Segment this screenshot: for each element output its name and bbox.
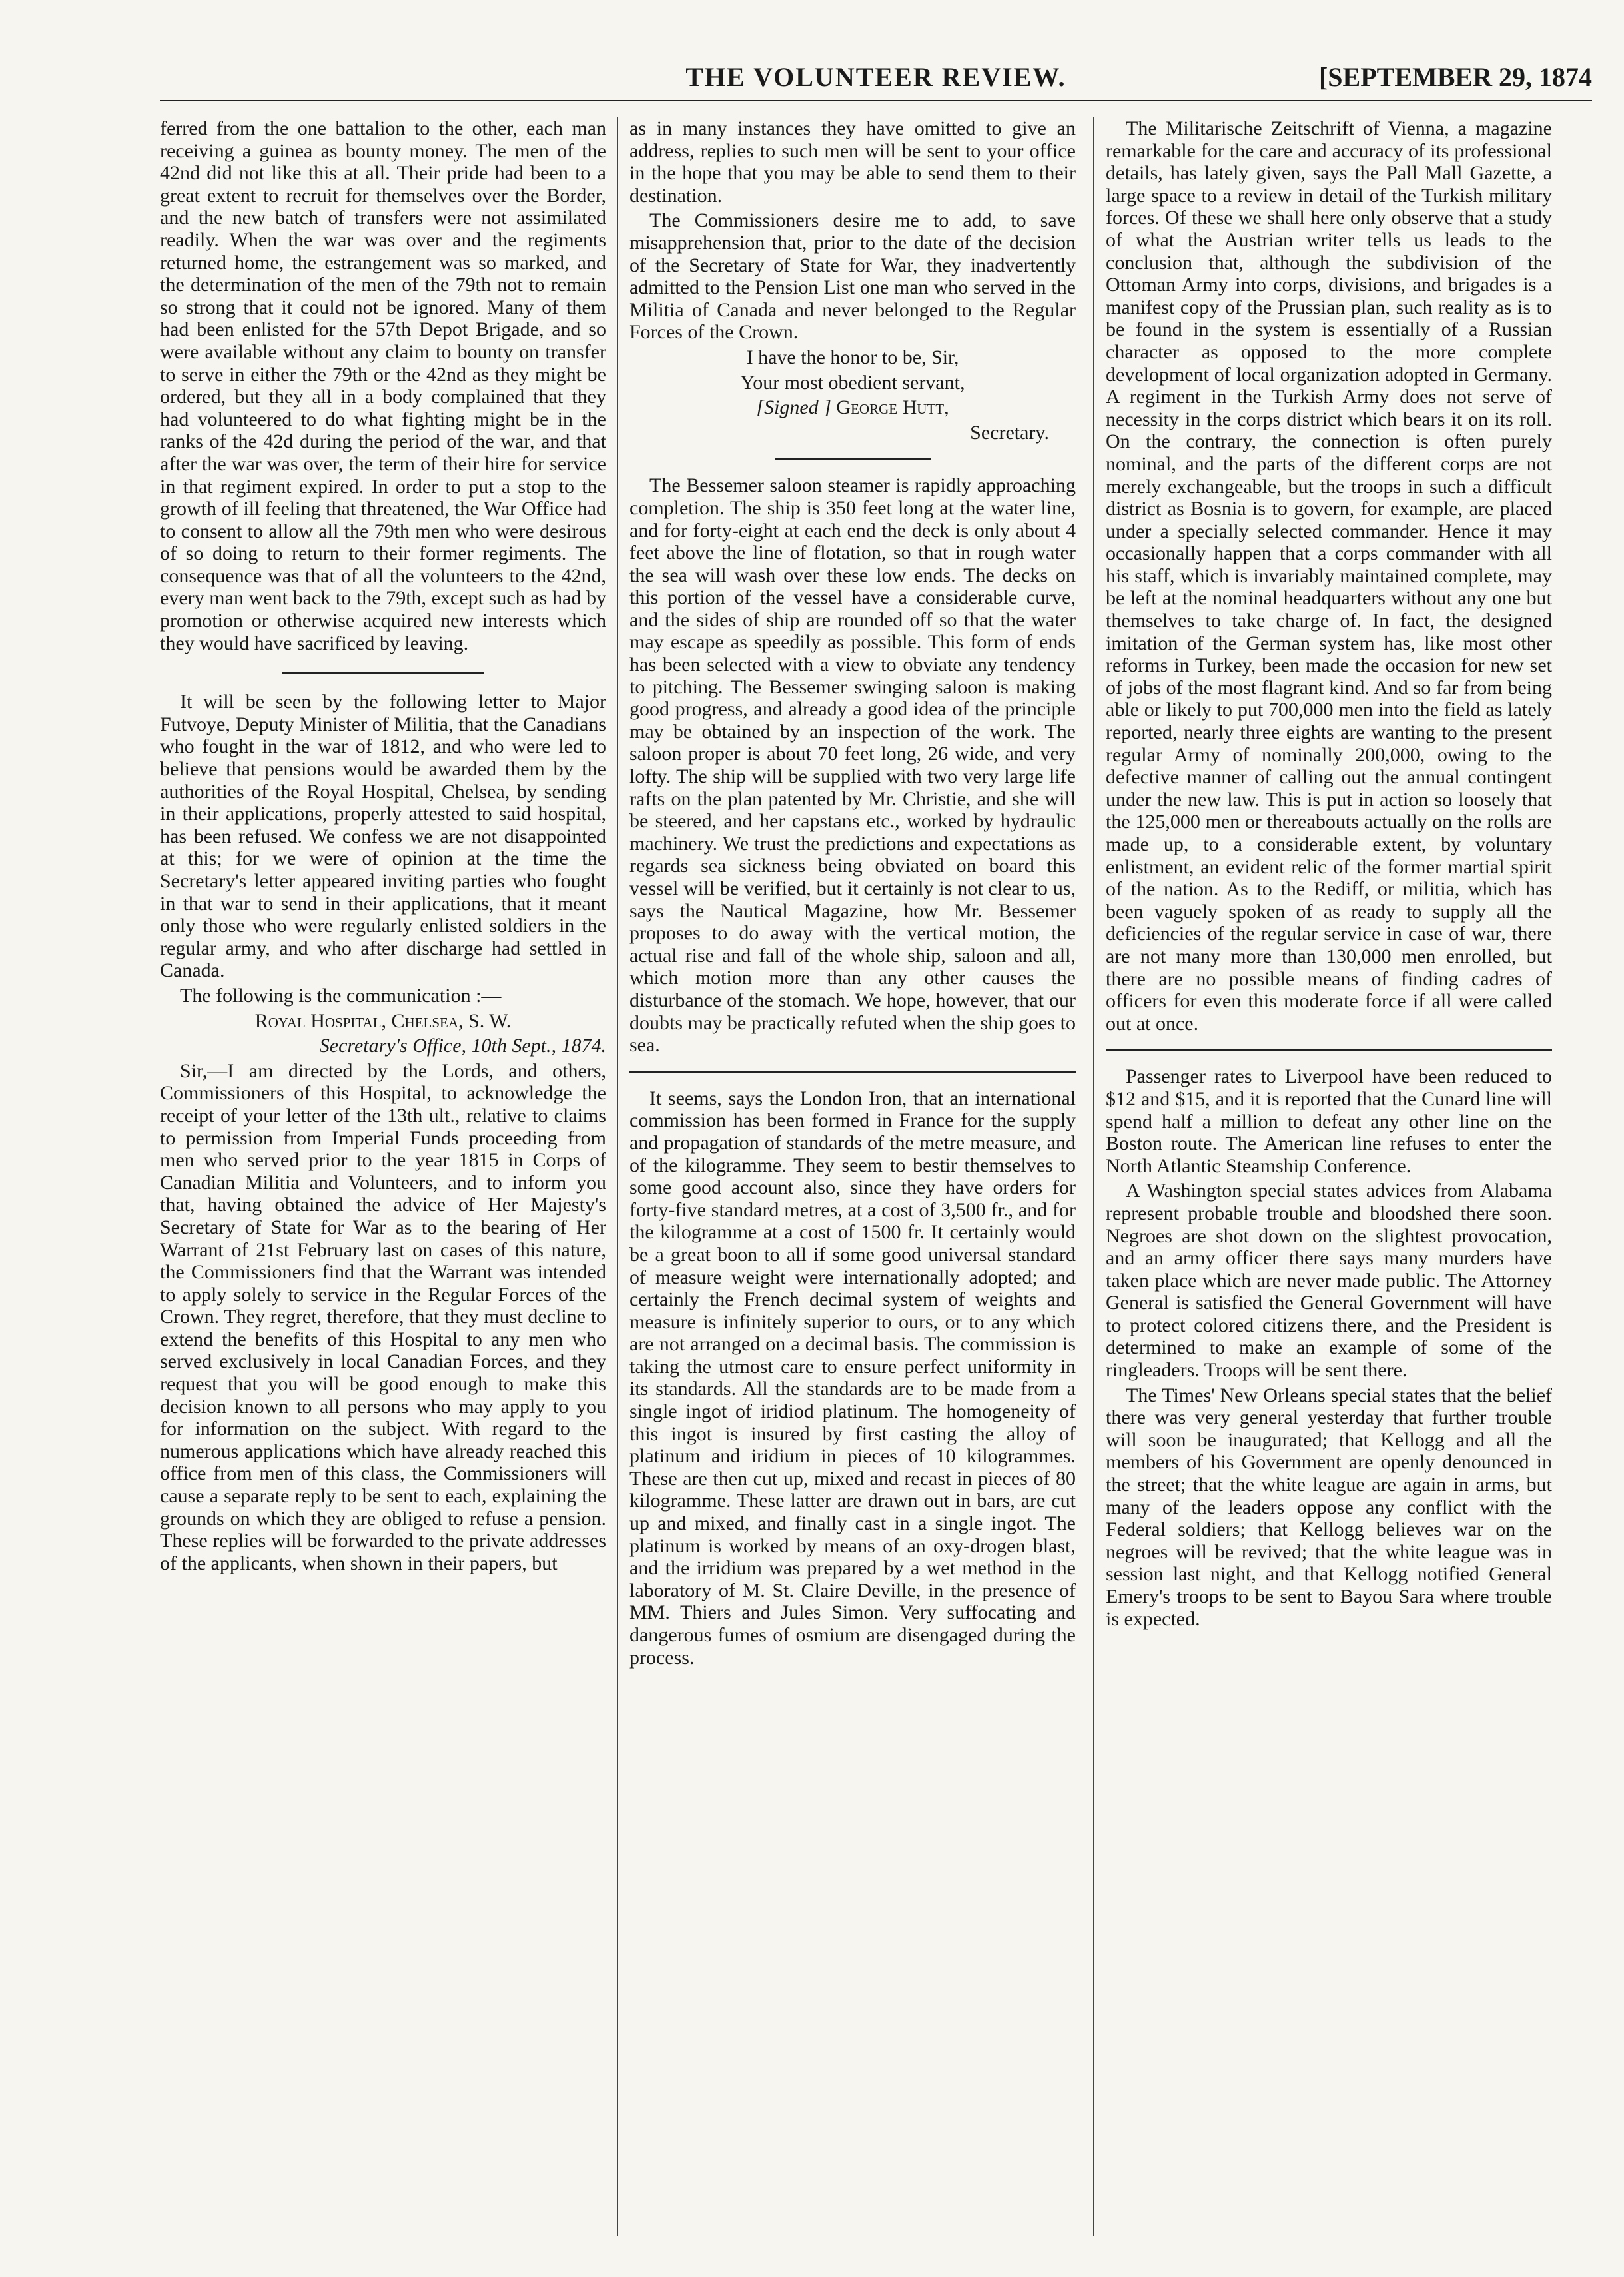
signatory-title: Secretary.: [970, 421, 1049, 444]
newspaper-title: THE VOLUNTEER REVIEW.: [685, 62, 1066, 92]
militia-pension-article: It will be seen by the following letter to Major Futvoye, Deputy Minister of Militia, that the Canadians who fought in the war of 1812, and who were led to believe that pensions would be awarded them by the authorities of the Royal Hospital, Chelsea, by sending in their applications, properly attested to said hospital, has been refused. We confess we are not disappointed at this; for we were of opinion at the time the Secretary's letter appeared inviting parties who fought in that war to send in their applications, that it meant only those who were regularly enlisted soldiers in the regular army, and who after discharge had settled in Canada.: [160, 691, 606, 982]
article-divider: [775, 458, 931, 460]
turkish-army-article: The Militarische Zeitschrift of Vienna, a magazine remarkable for the care and accuracy of its professional details, has lately given, says the Pall Mall Gazette, a large space to a review in detail of the Turkish military forces. Of these we shall here only observe that a study of what the Austrian writer tells us leads to the conclusion that, although the subdivision of the Ottoman Army into corps, divisions, and brigades is a manifest copy of the Prussian plan, such reality as is to be found in the system is essentially of a Russian character as opposed to the more complete development of local organization adopted in Germany. A regiment in the Turkish Army does not serve of necessity in the corps district which bears it on its roll. On the contrary, the connection is often purely nominal, and the parts of the different corps are not merely exchangeable, but the troops in such a difficult district as Bosnia is to govern, for example, are placed under a specially selected commander. Hence it may occasionally happen that a corps commander with all his staff, which is invariably maintained complete, may be left at the nominal headquarters without any one but themselves to take charge of. In fact, the designed imitation of the German system has, like most other reforms in Turkey, been made the occasion for new set of jobs of the most flagrant kind. And so far from being able or likely to put 700,000 men into the field as lately reported, nearly three eights are wanting to the present regular Army of nominally 200,000, owing to the defective manner of calling out the annual contingent under the new law. This is put in action so loosely that the 125,000 men or thereabouts actually on the rolls are made up, to a considerable extent, by voluntary enlistment, an evident relic of the former martial spirit of the nation. As to the Rediff, or militia, which has been vaguely spoken of as ready to supply all the deficiencies of the regular service in case of war, there are not many more than 130,000 men enrolled, but there are no possible means of finding cadres of officers for even this moderate force if all were called out at once.: [1106, 117, 1552, 1035]
letter-closing-1: I have the honor to be, Sir,: [746, 346, 959, 368]
passenger-rates-news: Passenger rates to Liverpool have been reduced to $12 and $15, and it is reported that the Cunard line will spend half a million to defeat any other line on the Boston route. The American line refuses to enter the North Atlantic Steamship Conference.: [1106, 1065, 1552, 1177]
letter-addendum: The Commissioners desire me to add, to save misapprehension that, prior to the date of the decision of the Secretary of State for War, they inadvertently admitted to the Pension List one man who served in the Militia of Canada and never belonged to the Regular Forces of the Crown.: [629, 209, 1076, 344]
communication-intro: The following is the communication :—: [180, 984, 502, 1007]
letter-closing-2: Your most obedient servant,: [740, 371, 965, 394]
alabama-news: A Washington special states advices from Alabama represent probable trouble and bloodshed there soon. Negroes are shot down on the slightest provocation, and an army officer there says many murders have taken place which are never made public. The Attorney General is satisfied the General Government will have to protect colored citizens there, and the President is determined to make an example of some of the ringleaders. Troops will be sent there.: [1106, 1180, 1552, 1382]
metre-standard-article: It seems, says the London Iron, that an international commission has been formed in France for the supply and propagation of standards of the metre measure, and of the kilogramme. They seem to bestir themselves to some good account also, since they have orders for forty-five standard metres, at a cost of 3,500 fr., and for the kilogramme at a cost of 1500 fr. It certainly would be a great boon to all if some good universal standard of measure weight were internationally adopted; and certainly the French decimal system of weights and measure is infinitely superior to ours, or to any which are not arranged on a decimal basis. The commission is taking the utmost care to ensure perfect uniformity in its standards. All the standards are to be made from a single ingot of iridiod platinum. The homogeneity of this ingot is insured by first casting the alloy of platinum and iridium in pieces of 10 kilogrammes. These are then cut up, mixed and recast in pieces of 80 kilogramme. These latter are drawn out in bars, are cut up and mixed, and finally cast in a single ingot. The platinum is worked by means of an oxy-drogen blast, and the irridium was prepared by a wet method in the laboratory of M. St. Claire Deville, in the presence of MM. Thiers and Jules Simon. Very suffocating and dangerous fumes of osmium are disengaged during the process.: [629, 1087, 1076, 1669]
letter-body: Sir,—I am directed by the Lords, and others, Commissioners of this Hospital, to acknowledge the receipt of your letter of the 13th ult., relative to claims to permission from Imperial Funds proceeding from men who served prior to the year 1815 in Corps of Canadian Militia and Volunteers, and to inform you that, having obtained the advice of Her Majesty's Secretary of State for War as to the bearing of Her Warrant of 21st February last on cases of this nature, the Commissioners find that the Warrant was intended to apply solely to service in the Regular Forces of the Crown. They regret, therefore, that they must decline to extend the benefits of this Hospital to any men who served exclusively in local Canadian Forces, and they request that you will be good enough to make this decision known to all persons who may apply to you for information on the subject. With regard to the numerous applications which have already reached this office from men of this class, the Commissioners will cause a separate reply to be sent to each, explaining the grounds on which they are obliged to refuse a pension. These replies will be forwarded to the private addresses of the applicants, when shown in their papers, but: [160, 1059, 606, 1574]
column-3: [1106, 117, 1552, 2236]
issue-date: [SEPTEMBER 29, 1874: [1318, 62, 1592, 92]
header-rule: [160, 99, 1592, 101]
letter-signature: [629, 396, 1076, 419]
letter-office-date: Secretary's Office, 10th Sept., 1874.: [319, 1035, 606, 1057]
column-separator-2: [1093, 117, 1094, 2236]
new-orleans-news: The Times' New Orleans special states that the belief there was very general yesterday that further trouble will soon be inaugurated; that Kellogg and all the members of his Government are openly denounced in the street; that the white league are again in arms, but many of the leaders oppose any conflict with the Federal soldiers; that Kellogg believes war on the negroes will be revived; that the white league was in session last night, and that Kellogg notified General Emery's troops to be sent to Bayou Sara where trouble is expected.: [1106, 1384, 1552, 1630]
column-1: [160, 117, 606, 2236]
column-separator-1: [617, 117, 618, 2236]
letter-address: Royal Hospital, Chelsea, S. W.: [254, 1009, 512, 1032]
signed-mark: [Signed ]: [756, 396, 831, 419]
signatory-name: George Hutt,: [836, 396, 949, 419]
page-header: [160, 61, 1592, 101]
column-2: [629, 117, 1076, 2236]
article-divider: [1106, 1049, 1552, 1051]
article-divider: [629, 1071, 1076, 1073]
article-continued-paragraph: ferred from the one battalion to the other, each man receiving a guinea as bounty money. The men of the 42nd did not like this at all. Their pride had been to a great extent to recruit for themselves over the Border, and the new batch of transfers were not assimilated readily. When the war was over and the regiments returned home, the estrangement was so marked, and the determination of the men of the 79th not to remain so strong that it could not be ignored. Many of them had been enlisted for the 57th Depot Brigade, and so were available without any claim to bounty on transfer to serve in either the 79th or the 42nd as they might be ordered, but they all in a body complained that they had volunteered to do what fighting might be in the ranks of the 42d during the period of the war, and that after the war was over, the term of their hire for service in that regiment expired. In order to put a stop to the growth of ill feeling that threatened, the War Office had to consent to allow all the 79th men who were desirous of so doing to return to their former regiments. The consequence was that of all the volunteers to the 42nd, every man went back to the 79th, except such as had by promotion or otherwise acquired new interests which they would have sacrificed by leaving.: [160, 117, 606, 654]
bessemer-article: The Bessemer saloon steamer is rapidly approaching completion. The ship is 350 feet long at the water line, and for forty-eight at each end the deck is only about 4 feet above the line of flotation, so that in rough water the sea will wash over these low ends. The decks on this portion of the vessel have a considerable curve, and the sides of ship are rounded off so that the water may escape as speedily as possible. This form of ends has been selected with a view to obviate any tendency to pitching. The Bessemer swinging saloon is making good progress, and already a good idea of the principle may be obtained by an inspection of the work. The saloon proper is about 70 feet long, 26 wide, and very lofty. The ship will be supplied with two very large life rafts on the plan patented by Mr. Christie, and she will be steered, and her capstans etc., worked by hydraulic machinery. We trust the predictions and expectations as regards sea sickness being obviated on board this vessel will be verified, but it certainly is not clear to us, says the Nautical Magazine, how Mr. Bessemer proposes to do away with the vertical motion, the actual rise and fall of the whole ship, saloon and all, which motion more than any other causes the disturbance of the stomach. We hope, however, that our doubts may be practically refuted when the ship goes to sea.: [629, 474, 1076, 1057]
letter-body-continued: as in many instances they have omitted to give an address, replies to such men will be sent to your office in the hope that you may be able to send them to their destination.: [629, 117, 1076, 207]
article-divider: [282, 672, 484, 674]
